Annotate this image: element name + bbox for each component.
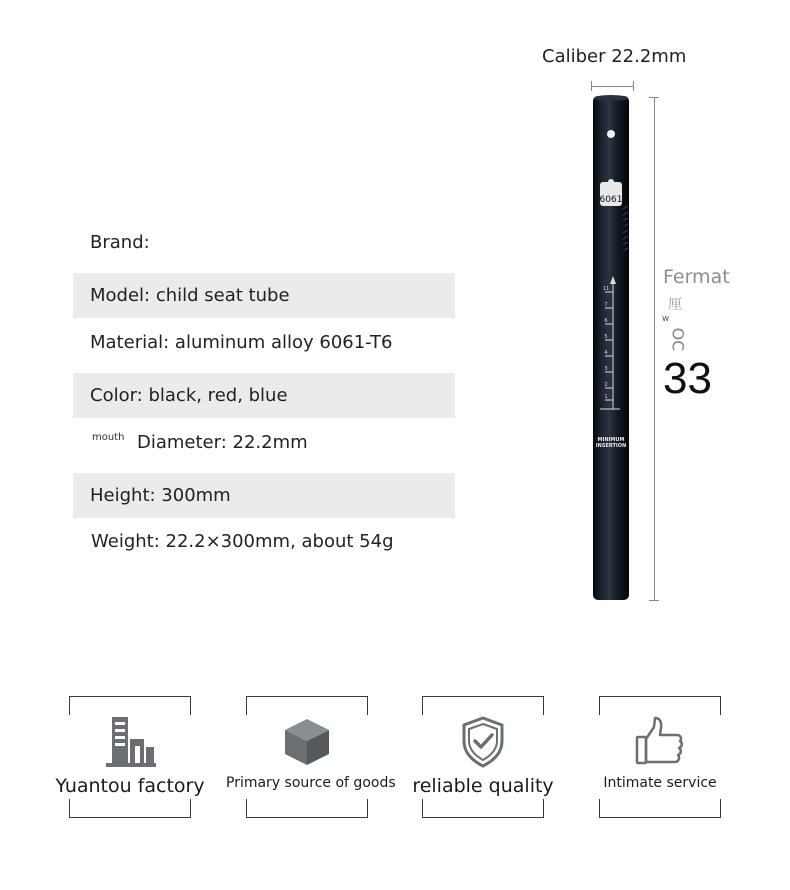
height-tick-top	[649, 97, 659, 98]
feature-label: reliable quality	[412, 775, 554, 797]
tube-text-insertion: INSERTION	[595, 443, 627, 449]
scale-number: 6	[604, 318, 608, 324]
fermat-w: w	[662, 314, 670, 324]
caliber-label: Caliber 22.2mm	[542, 46, 687, 67]
fermat-label: Fermat	[663, 266, 730, 288]
feature-factory	[55, 696, 205, 818]
caliber-tick-right	[633, 81, 634, 91]
scale-number: 5	[604, 334, 608, 340]
scale-number: 4	[604, 350, 608, 356]
fermat-sub-glyph: 厘	[668, 297, 682, 313]
spec-diameter: Diameter: 22.2mm	[137, 432, 308, 453]
feature-label: Primary source of goods	[226, 775, 396, 791]
caliber-dimension-line	[591, 86, 633, 87]
feature-source	[226, 696, 396, 818]
spec-color: Color: black, red, blue	[73, 373, 455, 418]
tube-text-minimum: MINIMUM	[597, 437, 625, 443]
feature-label: Yuantou factory	[55, 775, 205, 797]
tube-badge-text: 6061	[599, 195, 623, 205]
feature-quality	[412, 696, 554, 818]
scale-number: 11	[602, 286, 610, 292]
spec-height: Height: 300mm	[73, 473, 455, 518]
caliber-tick-left	[591, 81, 592, 91]
height-number: 33	[663, 354, 712, 403]
height-dimension-line	[654, 97, 655, 600]
spec-weight: Weight: 22.2×300mm, about 54g	[91, 531, 394, 552]
spec-model: Model: child seat tube	[73, 273, 455, 318]
shield-check-icon	[455, 715, 511, 769]
spec-brand: Brand:	[90, 232, 150, 253]
scale-number: 7	[604, 302, 608, 308]
scale-number: 1	[604, 394, 608, 400]
seat-tube-image	[592, 94, 632, 604]
spec-material: Material: aluminum alloy 6061-T6	[90, 332, 393, 353]
thumbs-up-icon	[632, 715, 688, 769]
height-tick-bottom	[649, 600, 659, 601]
factory-icon	[102, 715, 158, 769]
spec-mouth-note: mouth	[92, 432, 125, 443]
scale-number: 2	[604, 382, 608, 388]
fermat-oc: OC	[668, 327, 688, 352]
feature-label: Intimate service	[603, 775, 717, 791]
scale-number: 3	[604, 366, 608, 372]
feature-service	[599, 696, 721, 818]
box-icon	[279, 715, 335, 769]
